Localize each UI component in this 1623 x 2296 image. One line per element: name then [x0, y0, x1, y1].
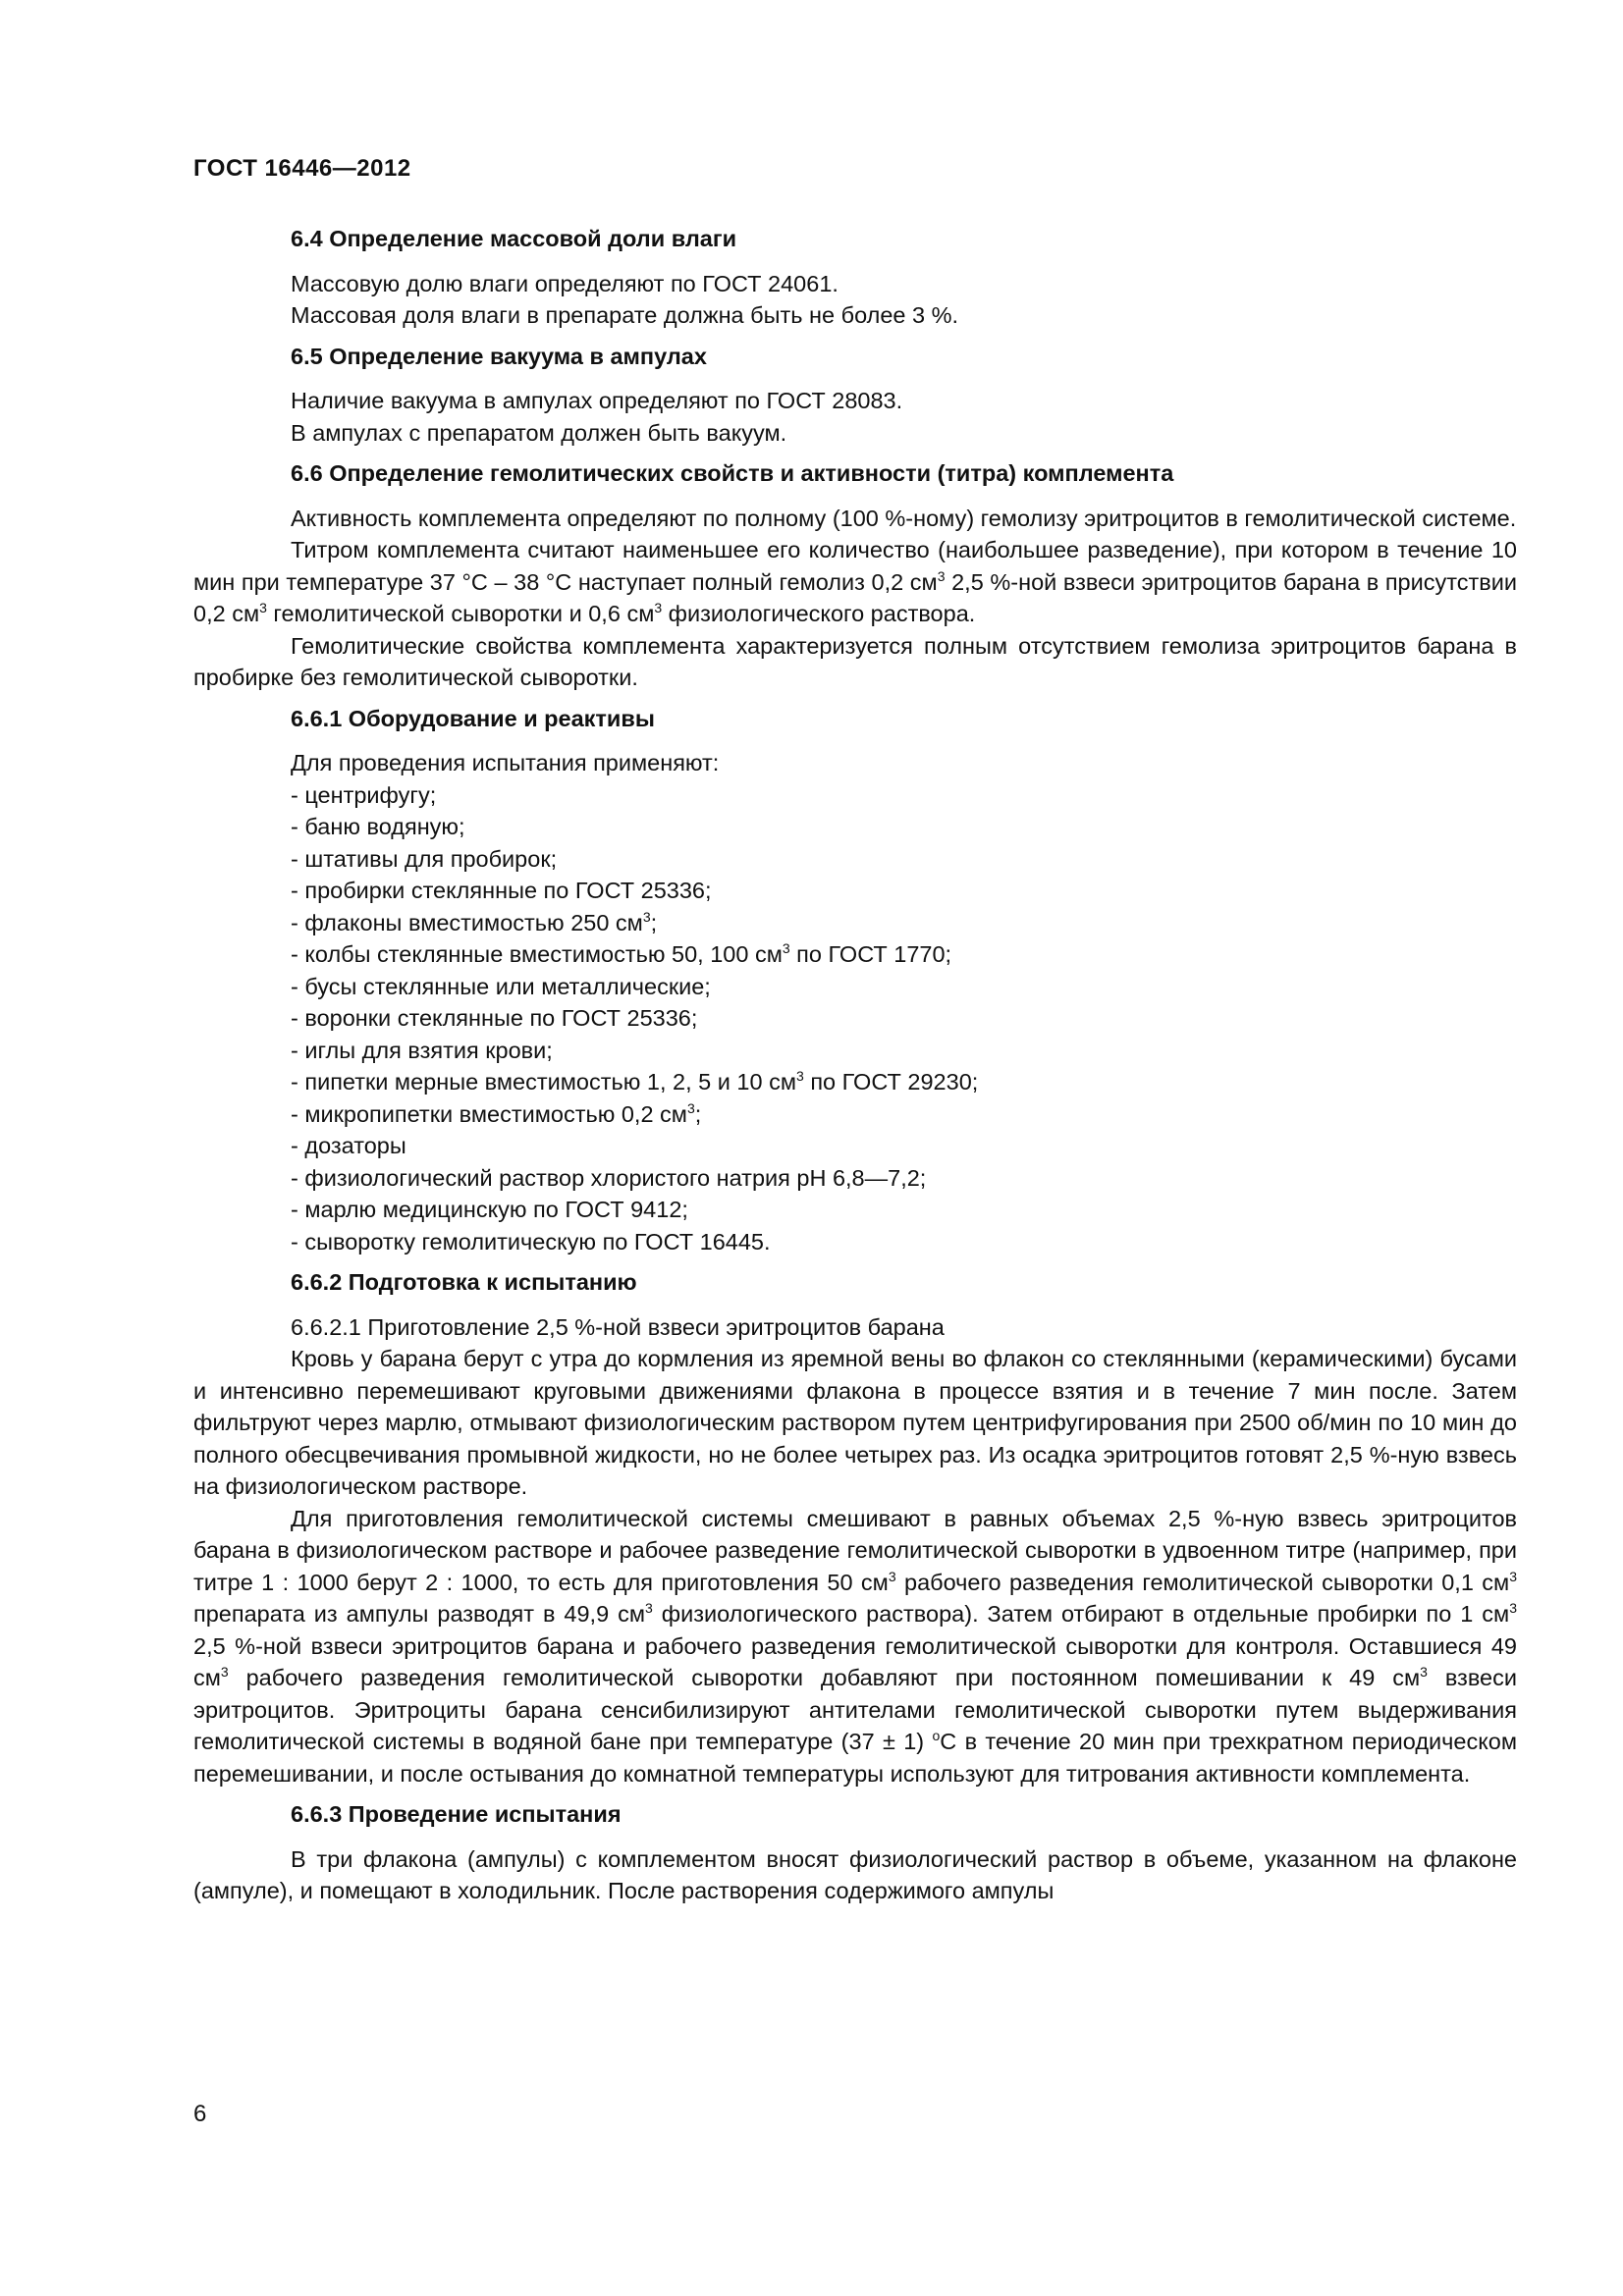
section-6-6-2-heading: 6.6.2 Подготовка к испытанию — [291, 1269, 637, 1295]
list-item: - физиологический раствор хлористого натрия pH 6,8—7,2; — [291, 1164, 927, 1191]
equipment-intro: Для проведения испытания применяют: — [291, 750, 720, 775]
section-6-5-line-2: В ампулах с препаратом должен быть вакуум. — [291, 419, 787, 446]
section-6-6-2-paragraph-2: Для приготовления гемолитической системы смешивают в равных объемах 2,5 %-ную взвесь эритроцитов барана в физиологическом растворе и рабочее разведение гемолитической сыворотки в удвоенном титре (например, при титре 1 : 1000 берут 2 : 1000, то есть для приготовления 50 $см^3$ рабочего разведения гемолитической сыворотки 0,1 $см^3$ препарата из ампулы разводят в 49,9 $см^3$ физиологического раствора). Затем отбирают в отдельные пробирки по 1 $см^3$ 2,5 %-ной взвеси эритроцитов барана и рабочего разведения гемолитической сыворотки для контроля. Оставшиеся 49 $см^3$ рабочего разведения гемолитической сыворотки добавляют при постоянном помешивании к 49 $см^3$ взвеси эритроцитов. Эритроциты барана сенсибилизируют антителами гемолитической сыворотки путем выдерживания гемолитической системы в водяной бане при температуре (37 ± 1) $^о$С в течение 20 мин при трехкратном периодическом перемешивании, и после остывания до комнатной температуры используют для титрования активности комплемента. — [193, 1505, 1517, 1787]
document-body — [193, 214, 1517, 1907]
section-6-6-paragraph-1: Активность комплемента определяют по полному (100 %-ному) гемолизу эритроцитов в гемолитической системе. — [291, 505, 1517, 531]
section-6-5-line-1: Наличие вакуума в ампулах определяют по ГОСТ 28083. — [291, 388, 903, 413]
section-6-6-3-heading: 6.6.3 Проведение испытания — [291, 1801, 622, 1827]
list-item: - пипетки мерные вместимостью 1, 2, 5 и 10 $см^3$ по ГОСТ 29230; — [291, 1068, 979, 1095]
section-6-6-paragraph-3: Гемолитические свойства комплемента характеризуется полным отсутствием гемолиза эритроцитов барана в пробирке без гемолитической сыворотки. — [193, 632, 1517, 690]
section-6-4-line-1: Массовую долю влаги определяют по ГОСТ 24061. — [291, 270, 839, 296]
list-item: - бусы стеклянные или металлические; — [291, 973, 711, 999]
section-6-5-heading: 6.5 Определение вакуума в ампулах — [291, 343, 707, 369]
list-item: - центрифугу; — [291, 781, 437, 808]
list-item: - сыворотку гемолитическую по ГОСТ 16445. — [291, 1228, 771, 1255]
list-item: - баню водяную; — [291, 814, 465, 839]
list-item: - штативы для пробирок; — [291, 845, 558, 872]
document-header: ГОСТ 16446—2012 — [193, 155, 411, 182]
list-item: - воронки стеклянные по ГОСТ 25336; — [291, 1005, 698, 1031]
list-item: - иглы для взятия крови; — [291, 1037, 553, 1063]
section-6-6-1-heading: 6.6.1 Оборудование и реактивы — [291, 705, 655, 731]
list-item: - колбы стеклянные вместимостью 50, 100 $см^3$ по ГОСТ 1770; — [291, 940, 952, 967]
section-6-6-3-paragraph-1: В три флакона (ампулы) с комплементом вносят физиологический раствор в объеме, указанном на флаконе (ампуле), и помещают в холодильник. После растворения содержимого ампулы — [193, 1845, 1517, 1903]
page-number: 6 — [193, 2101, 207, 2127]
section-6-6-paragraph-2: Титром комплемента считают наименьшее его количество (наибольшее разведение), при котором в течение 10 мин при температуре 37 °С – 38 °С наступает полный гемолиз 0,2 $см^3$ 2,5 %-ной взвеси эритроцитов барана в присутствии 0,2 $см^3$ гемолитической сыворотки и 0,6 $см^3$ физиологического раствора. — [193, 537, 1517, 626]
section-6-6-2-paragraph-1: Кровь у барана берут с утра до кормления из яремной вены во флакон со стеклянными (керамическими) бусами и интенсивно перемешивают круговыми движениями флакона в процессе взятия и в течение 7 мин после. Затем фильтруют через марлю, отмывают физиологическим раствором путем центрифугирования при 2500 об/мин по 10 мин до полного обесцвечивания промывной жидкости, но не более четырех раз. Из осадка эритроцитов готовят 2,5 %-ную взвесь на физиологическом растворе. — [193, 1346, 1517, 1499]
section-6-4-heading: 6.4 Определение массовой доли влаги — [291, 226, 737, 251]
list-item: - флаконы вместимостью 250 $см^3$; — [291, 908, 658, 935]
list-item: - микропипетки вместимостью 0,2 $см^3$; — [291, 1099, 702, 1127]
section-6-4-line-2: Массовая доля влаги в препарате должна быть не более 3 %. — [291, 302, 959, 328]
list-item: - дозаторы — [291, 1133, 406, 1158]
list-item: - пробирки стеклянные по ГОСТ 25336; — [291, 878, 712, 903]
list-item: - марлю медицинскую по ГОСТ 9412; — [291, 1197, 688, 1222]
subsection-6-6-2-1-title: 6.6.2.1 Приготовление 2,5 %-ной взвеси эритроцитов барана — [291, 1313, 945, 1340]
section-6-6-heading: 6.6 Определение гемолитических свойств и активности (титра) комплемента — [291, 460, 1174, 486]
